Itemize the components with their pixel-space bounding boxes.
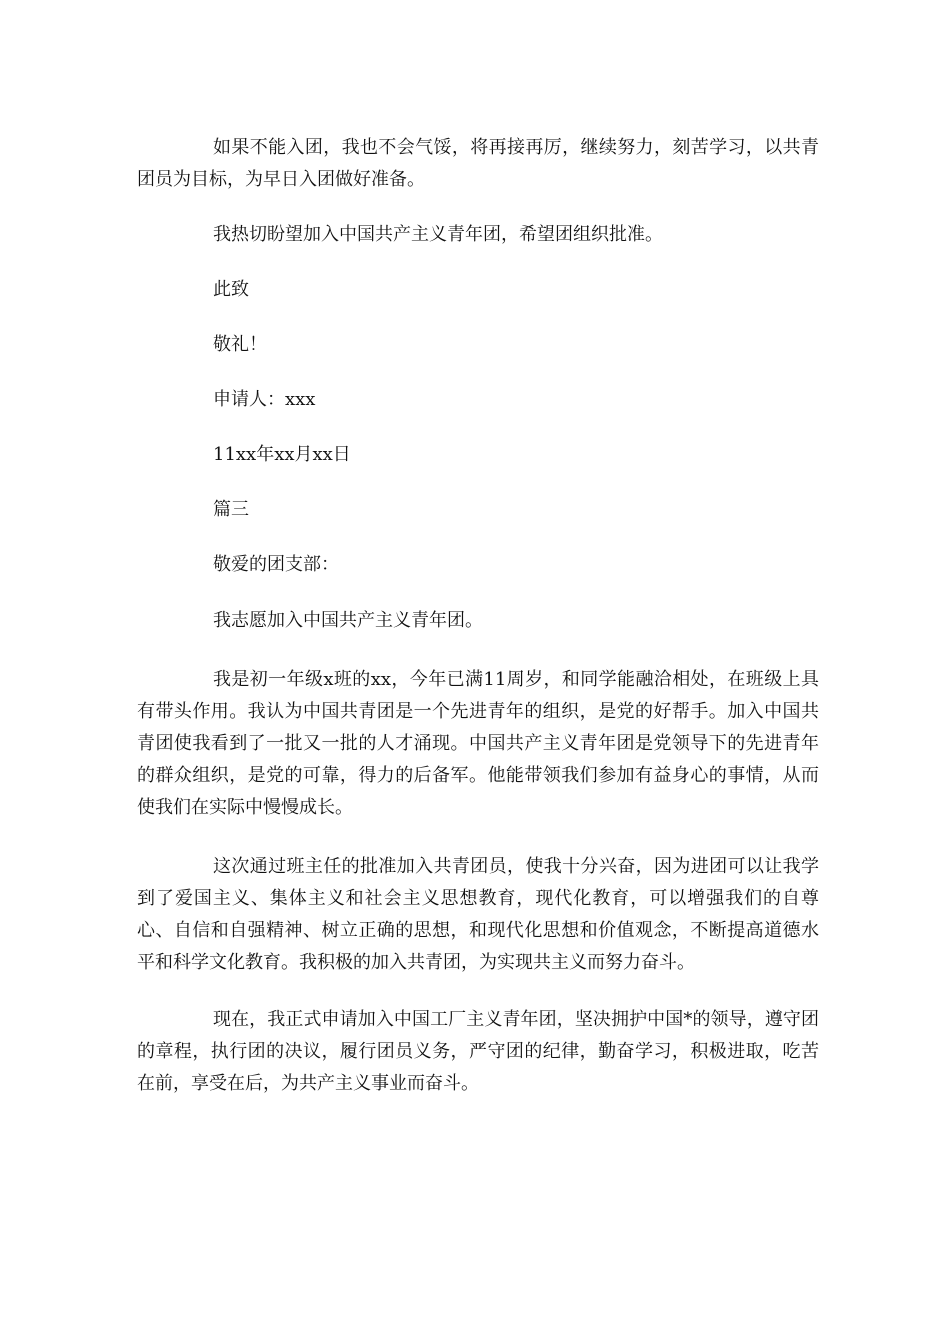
closing-regards: 敬礼！ <box>213 334 267 355</box>
paragraph-motivation: 这次通过班主任的批准加入共青团员，使我十分兴奋，因为进团可以让我学到了爱国主义、集体主义和社会主义思想教育，现代化教育，可以增强我们的自尊心、自信和自强精神、树立正确的思想，和现代化思想和价值观念，不断提高道德水平和科学文化教育。我积极的加入共青团，为实现共主义而努力奋斗。 <box>137 856 819 973</box>
document-body <box>137 132 819 1100</box>
section-heading: 篇三 <box>213 499 249 520</box>
paragraph-conclusion: 如果不能入团，我也不会气馁，将再接再厉，继续努力，刻苦学习，以共青团员为目标，为早日入团做好准备。 <box>137 137 819 190</box>
signature-date: 11xx年xx月xx日 <box>213 444 351 465</box>
letter-greeting: 敬爱的团支部： <box>213 554 339 575</box>
paragraph-commitment: 现在，我正式申请加入中国工厂主义青年团，坚决拥护中国*的领导，遵守团的章程，执行团的决议，履行团员义务，严守团的纪律，勤奋学习，积极进取，吃苦在前，享受在后，为共产主义事业而奋斗。 <box>137 1009 819 1094</box>
paragraph-request: 我热切盼望加入中国共产主义青年团，希望团组织批准。 <box>213 224 663 245</box>
intent-statement: 我志愿加入中国共产主义青年团。 <box>213 610 483 631</box>
applicant-signature: 申请人：xxx <box>213 389 316 410</box>
closing-salutation: 此致 <box>213 279 249 300</box>
paragraph-self-introduction: 我是初一年级x班的xx，今年已满11周岁，和同学能融洽相处，在班级上具有带头作用。我认为中国共青团是一个先进青年的组织，是党的好帮手。加入中国共青团使我看到了一批又一批的人才涌现。中国共产主义青年团是党领导下的先进青年的群众组织，是党的可靠，得力的后备军。他能带领我们参加有益身心的事情，从而使我们在实际中慢慢成长。 <box>137 669 819 818</box>
